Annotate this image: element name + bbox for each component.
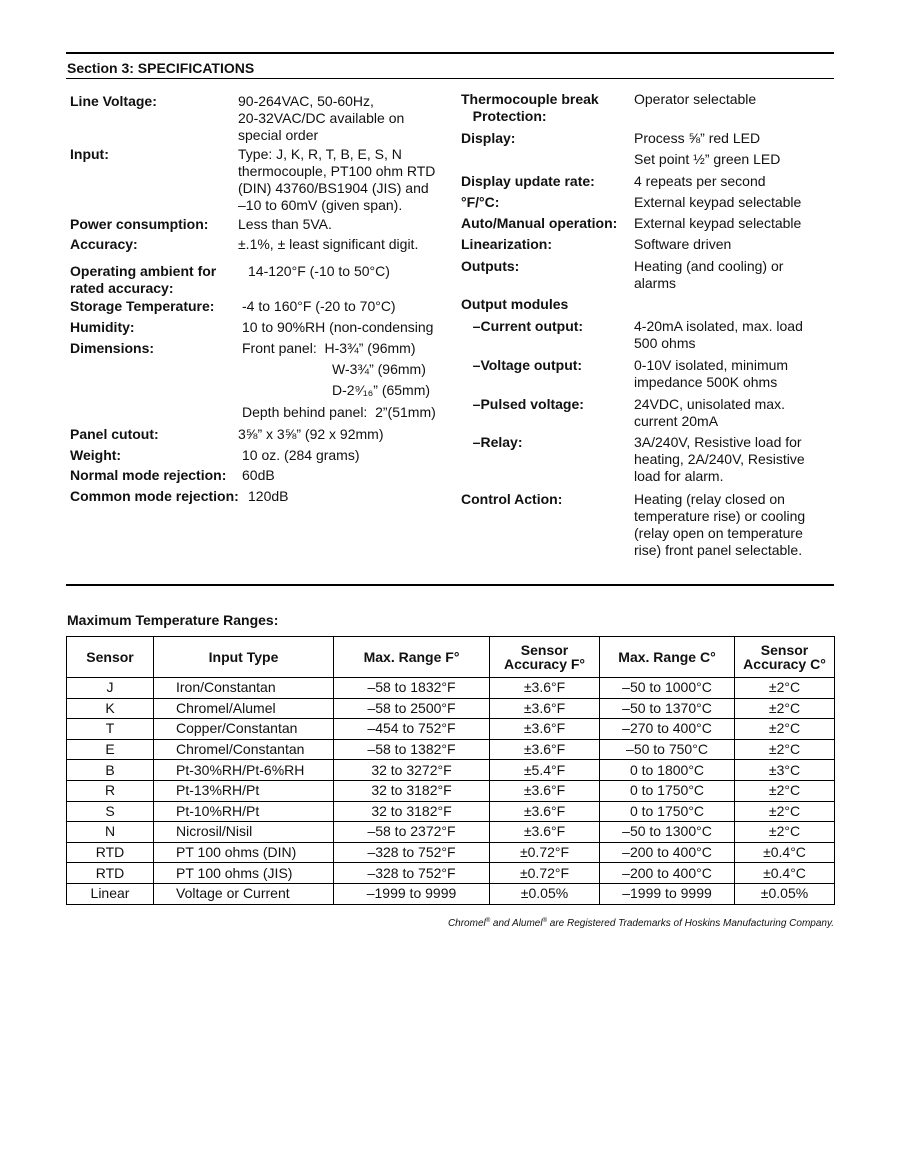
spec-value: Less than 5VA. [238,216,332,232]
spec-label: Display: [461,130,516,146]
column-header: Sensor [67,637,154,678]
table-cell: Chromel/Alumel [154,698,334,719]
table-row [67,801,835,822]
spec-value: 10 to 90%RH (non-condensing [242,319,434,335]
table-cell: Pt-10%RH/Pt [154,801,334,822]
table-cell: –200 to 400°C [600,863,735,884]
table-cell: ±2°C [735,780,835,801]
table-cell: –50 to 1000°C [600,678,735,699]
table-cell: ±2°C [735,719,835,740]
table-cell: –50 to 750°C [600,739,735,760]
table-cell: –58 to 1832°F [334,678,490,699]
table-row [67,760,835,781]
section-title: Section 3: SPECIFICATIONS [67,60,255,76]
table-cell: ±0.72°F [490,863,600,884]
table-cell: Iron/Constantan [154,678,334,699]
spec-label: Operating ambient for rated accuracy: [70,263,217,296]
table-cell: RTD [67,842,154,863]
table-header-row [67,637,835,678]
spec-label: –Relay: [461,434,523,450]
table-cell: –1999 to 9999 [334,883,490,904]
spec-label: Storage Temperature: [70,298,215,314]
column-header: Sensor Accuracy C° [735,637,835,678]
table-row [67,863,835,884]
spec-label: Panel cutout: [70,426,159,442]
table-cell: 0 to 1800°C [600,760,735,781]
spec-label: Auto/Manual operation: [461,215,618,231]
table-cell: ±2°C [735,801,835,822]
table-cell: ±2°C [735,822,835,843]
table-cell: ±0.05% [490,883,600,904]
table-cell: –454 to 752°F [334,719,490,740]
left-spec-list [70,0,460,600]
table-row [67,883,835,904]
table-cell: –58 to 2500°F [334,698,490,719]
table-cell: ±3.6°F [490,739,600,760]
spec-value: 0-10V isolated, minimum impedance 500K ohms [634,357,789,390]
table-cell: –1999 to 9999 [600,883,735,904]
table-cell: RTD [67,863,154,884]
table-cell: R [67,780,154,801]
spec-label: Weight: [70,447,122,463]
column-header: Sensor Accuracy F° [490,637,600,678]
registered-mark: ® [485,918,491,924]
table-cell: S [67,801,154,822]
table-cell: ±5.4°F [490,760,600,781]
spec-value: ±.1%, ± least significant digit. [238,236,419,252]
spec-value: 3A/240V, Resistive load for heating, 2A/240V, Resistive load for alarm. [634,434,805,484]
table-cell: Copper/Constantan [154,719,334,740]
table-row [67,719,835,740]
table-cell: ±0.72°F [490,842,600,863]
spec-value: 24VDC, unisolated max. current 20mA [634,396,785,429]
spec-value: Software driven [634,236,732,252]
spec-label: –Voltage output: [461,357,583,373]
spec-value: D-2⁹⁄₁₆” (65mm) [332,382,431,398]
table-cell: –270 to 400°C [600,719,735,740]
spec-label: Common mode rejection: [70,488,239,504]
column-header: Max. Range C° [600,637,735,678]
spec-value: Front panel: H-3¾” (96mm) [242,340,416,356]
table-cell: –328 to 752°F [334,842,490,863]
spec-value: Type: J, K, R, T, B, E, S, N thermocouple, PT100 ohm RTD (DIN) 43760/BS1904 (JIS) and –10 to 60mV (given span). [238,146,436,213]
table-cell: ±0.4°C [735,842,835,863]
table-cell: E [67,739,154,760]
column-header: Max. Range F° [334,637,490,678]
spec-value: 90-264VAC, 50-60Hz, 20-32VAC/DC available on special order [238,93,405,143]
table-cell: –58 to 1382°F [334,739,490,760]
spec-value: W-3¾” (96mm) [332,361,426,377]
spec-label: Output modules [461,296,569,312]
spec-label: Outputs: [461,258,520,274]
spec-value: 4-20mA isolated, max. load 500 ohms [634,318,803,351]
table-cell: K [67,698,154,719]
table-cell: ±3.6°F [490,780,600,801]
table-row [67,739,835,760]
footnote-text-3: are Registered Trademarks of Hoskins Manufacturing Company. [547,918,834,929]
right-spec-list [461,0,841,600]
spec-label: Accuracy: [70,236,138,252]
footnote-text-1: Chromel [447,918,486,929]
spec-label: Line Voltage: [70,93,157,109]
spec-label: –Pulsed voltage: [461,396,584,412]
table-row [67,780,835,801]
table-cell: Linear [67,883,154,904]
spec-label: Display update rate: [461,173,595,189]
trademark-footnote [448,918,834,929]
spec-value: 3⅝” x 3⅝” (92 x 92mm) [238,426,384,442]
spec-value: External keypad selectable [634,194,802,210]
spec-value: Process ⅝” red LED [634,130,761,146]
spec-value: 14-120°F (-10 to 50°C) [248,263,390,279]
table-cell: –50 to 1300°C [600,822,735,843]
temperature-range-table [66,636,835,905]
table-cell: –58 to 2372°F [334,822,490,843]
spec-value: -4 to 160°F (-20 to 70°C) [242,298,396,314]
spec-value: Heating (relay closed on temperature rise) or cooling (relay open on temperature rise) front panel selectable. [634,491,806,558]
spec-value: 120dB [248,488,289,504]
spec-value: 10 oz. (284 grams) [242,447,360,463]
table-cell: T [67,719,154,740]
table-cell: 32 to 3182°F [334,780,490,801]
specs-bottom-rule [66,584,834,586]
spec-value: Set point ½” green LED [634,151,781,167]
spec-label: Input: [70,146,109,162]
table-cell: 0 to 1750°C [600,801,735,822]
table-cell: 0 to 1750°C [600,780,735,801]
table-cell: –200 to 400°C [600,842,735,863]
table-cell: ±3.6°F [490,801,600,822]
spec-value: Depth behind panel: 2”(51mm) [242,404,436,420]
table-cell: ±3°C [735,760,835,781]
spec-label: –Current output: [461,318,584,334]
table-cell: Chromel/Constantan [154,739,334,760]
spec-value: 60dB [242,467,275,483]
table-cell: ±2°C [735,678,835,699]
table-cell: ±3.6°F [490,822,600,843]
spec-value: Operator selectable [634,91,757,107]
table-cell: N [67,822,154,843]
spec-label: Control Action: [461,491,563,507]
table-cell: ±0.05% [735,883,835,904]
table-row [67,678,835,699]
table-cell: PT 100 ohms (JIS) [154,863,334,884]
table-cell: ±3.6°F [490,719,600,740]
spec-label: Humidity: [70,319,135,335]
table-cell: ±2°C [735,739,835,760]
spec-value: Heating (and cooling) or alarms [634,258,784,291]
spec-label: °F/°C: [461,194,500,210]
table-cell: Pt-13%RH/Pt [154,780,334,801]
table-cell: PT 100 ohms (DIN) [154,842,334,863]
spec-value: 4 repeats per second [634,173,766,189]
table-cell: –328 to 752°F [334,863,490,884]
table-cell: Nicrosil/Nisil [154,822,334,843]
spec-label: Linearization: [461,236,553,252]
table-row [67,698,835,719]
table-cell: ±2°C [735,698,835,719]
registered-mark: ® [542,918,548,924]
table-cell: ±3.6°F [490,698,600,719]
footnote-text-2: and Alumel [490,918,543,929]
table-cell: B [67,760,154,781]
temp-table-title: Maximum Temperature Ranges: [67,612,279,628]
spec-label: Thermocouple break Protection: [461,91,599,124]
table-cell: J [67,678,154,699]
table-cell: ±3.6°F [490,678,600,699]
spec-label: Dimensions: [70,340,155,356]
column-header: Input Type [154,637,334,678]
table-cell: 32 to 3272°F [334,760,490,781]
table-row [67,822,835,843]
spec-label: Power consumption: [70,216,209,232]
table-cell: –50 to 1370°C [600,698,735,719]
spec-label: Normal mode rejection: [70,467,227,483]
table-cell: Voltage or Current [154,883,334,904]
table-row [67,842,835,863]
table-cell: Pt-30%RH/Pt-6%RH [154,760,334,781]
spec-value: External keypad selectable [634,215,802,231]
table-cell: 32 to 3182°F [334,801,490,822]
table-cell: ±0.4°C [735,863,835,884]
